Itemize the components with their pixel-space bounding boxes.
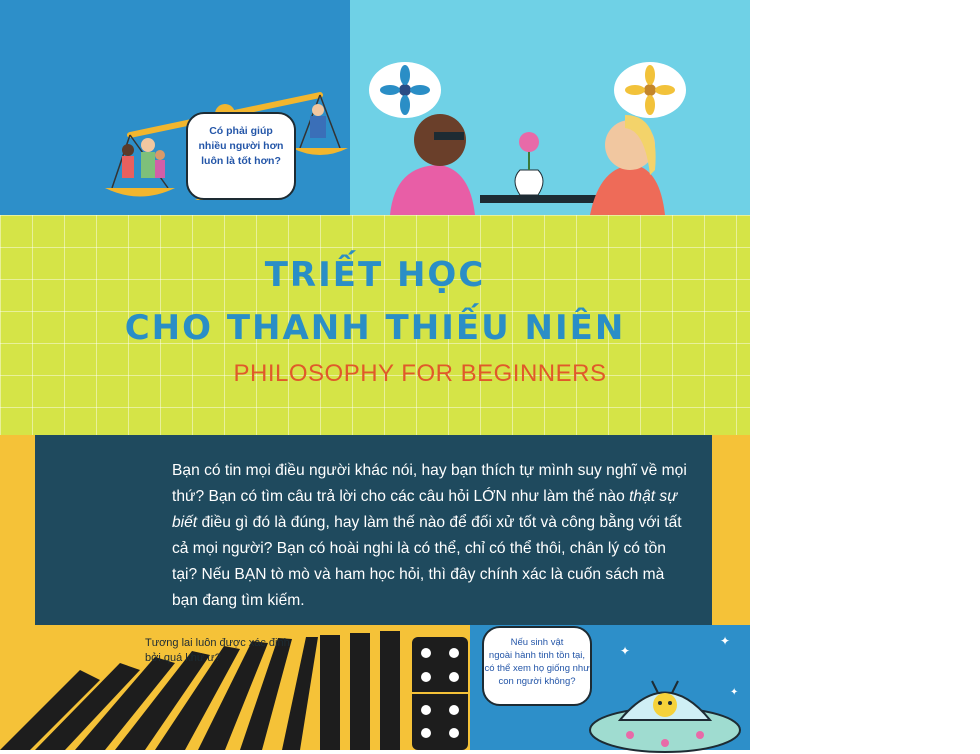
book-subtitle: PHILOSOPHY FOR BEGINNERS [233, 360, 607, 387]
book-description [172, 458, 692, 614]
description-part-2: điều gì đó là đúng, hay làm thế nào để đối xử tốt và công bằng với tất cả mọi người? Bạn có hoài nghi là có thể, chỉ có thể thôi, chân lý có tồn tại? Nếu BẠN tò mò và ham học hỏi, thì đây chính xác là cuốn sách mà bạn đang tìm kiếm. [172, 514, 682, 609]
bubble-line: nhiều người hơn [198, 140, 284, 152]
speech-bubble-help-more-people [186, 112, 296, 200]
svg-text:✦: ✦ [720, 634, 731, 648]
bubble-line: Những người khác nhau có suy nghĩ, [788, 87, 954, 98]
conversation-illustration [350, 0, 750, 215]
question-line: Tương lai luôn được xác định [145, 637, 290, 649]
book-title-line-1: TRIẾT HỌC [264, 255, 486, 295]
bubble-line: luôn là tốt hơn? [201, 155, 281, 167]
vase-icon [515, 132, 543, 195]
thought-question-different-people [762, 80, 980, 132]
decorative-strip-left [0, 435, 35, 625]
svg-text:✦: ✦ [620, 644, 631, 658]
balance-scale-icon [0, 0, 350, 215]
description-part-1: Bạn có tin mọi điều người khác nói, hay bạn thích tự mình suy nghĩ về mọi thứ? Bạn có tìm câu trả lời cho các câu hỏi LỚN như làm thế nào [172, 462, 687, 505]
bubble-line: Nếu sinh vật [510, 637, 564, 648]
bubble-line: có thể xem họ giống như [484, 663, 590, 674]
description-emphasis: thật sự biết [172, 488, 678, 531]
svg-text:✦: ✦ [730, 687, 739, 698]
illustration-conversation-panel [350, 0, 954, 215]
bubble-line: ngoài hành tinh tồn tại, [488, 650, 586, 661]
bubble-line: cảm nhận hay nhìn thấy mọi vật [800, 101, 942, 112]
speech-bubble-aliens [482, 626, 592, 706]
bubble-line: theo cách giống nhau không? [805, 115, 937, 126]
book-title-line-2: CHO THANH THIẾU NIÊN [124, 308, 626, 348]
bubble-line: con người không? [498, 676, 576, 687]
illustration-scales-panel [0, 0, 350, 215]
question-future-past [145, 636, 345, 666]
question-line: bởi quá khứ ư? [145, 652, 221, 664]
decorative-strip-right [712, 435, 750, 625]
bubble-line: Có phải giúp [209, 125, 273, 137]
